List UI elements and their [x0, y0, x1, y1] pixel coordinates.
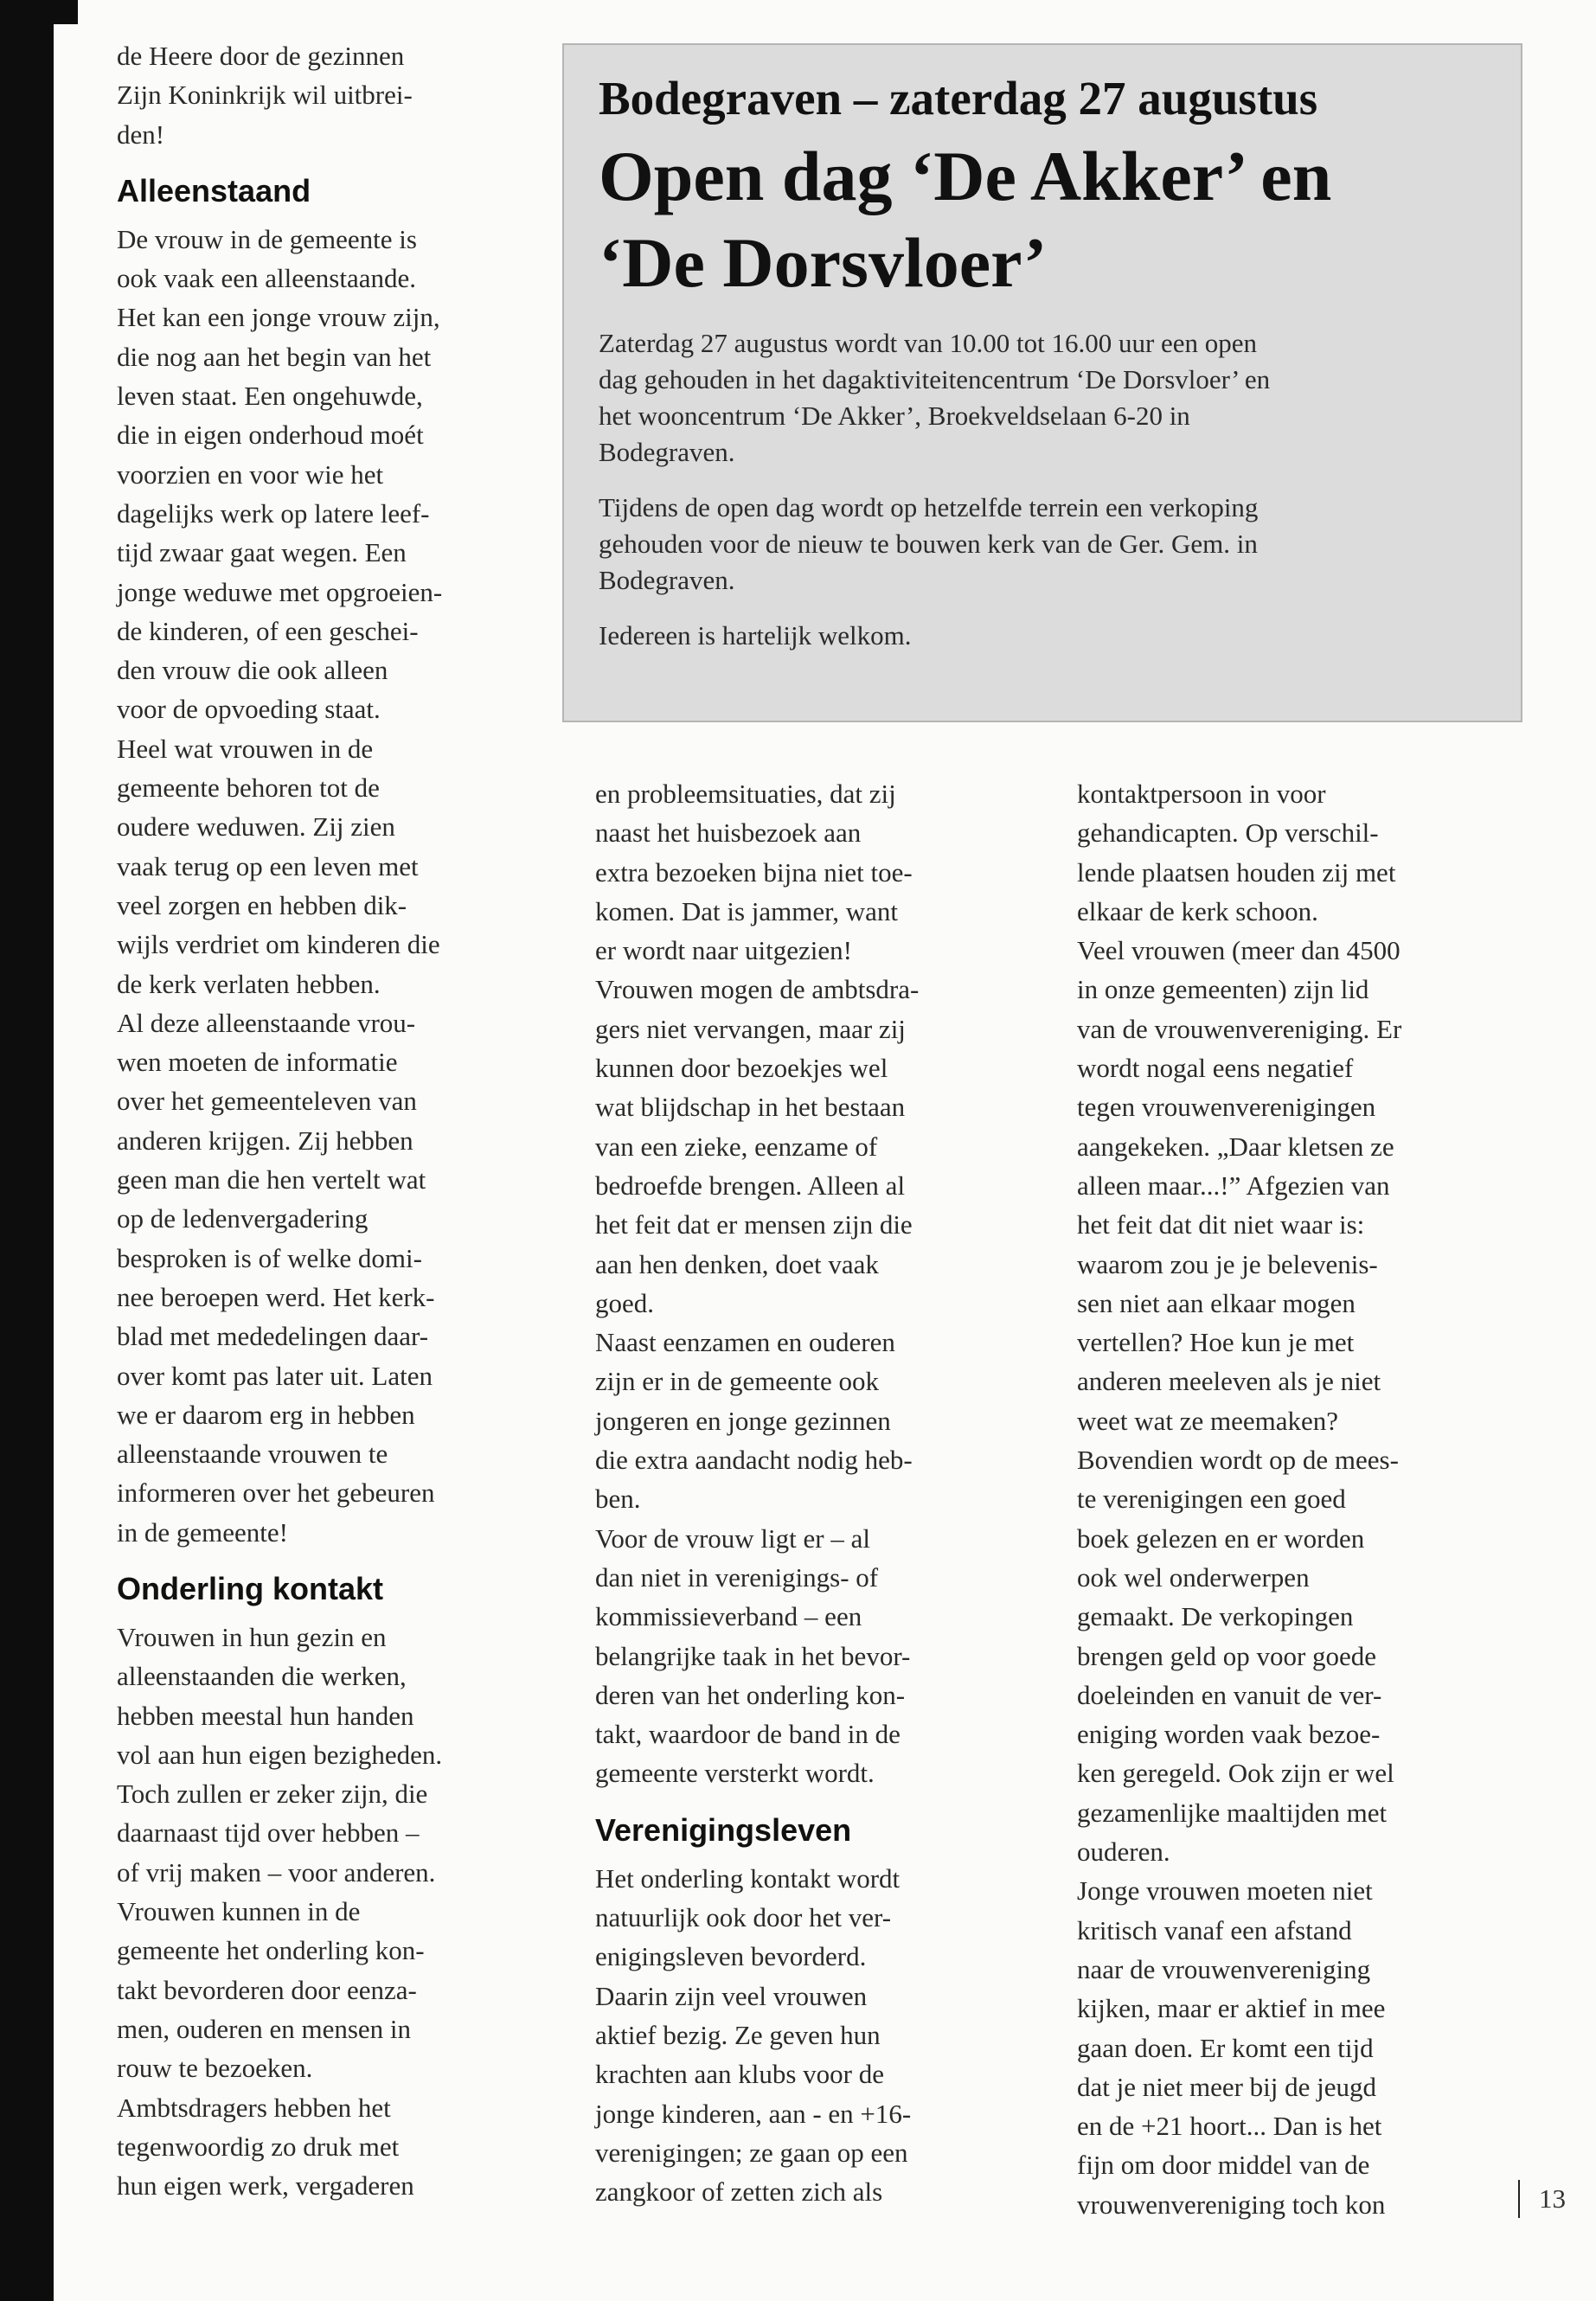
- text-line: doeleinden en vanuit de ver-: [1077, 1679, 1382, 1710]
- text-line: aangekeken. „Daar kletsen ze: [1077, 1131, 1394, 1162]
- text-line: goed.: [595, 1287, 655, 1318]
- announcement-title: [599, 133, 1486, 306]
- text-line: gers niet vervangen, maar zij: [595, 1013, 906, 1044]
- text-line: van een zieke, eenzame of: [595, 1131, 878, 1162]
- text-line: kunnen door bezoekjes wel: [595, 1053, 888, 1084]
- text-line: dag gehouden in het dagaktiviteitencentrum ‘De Dorsvloer’ en: [599, 364, 1271, 394]
- text-line: gemeente versterkt wordt.: [595, 1758, 875, 1789]
- announcement-paragraph: [599, 325, 1486, 471]
- text-line: eniging worden vaak bezoe-: [1077, 1719, 1381, 1750]
- text-line: krachten aan klubs voor de: [595, 2059, 884, 2090]
- text-line: alleenstaanden die werken,: [117, 1661, 407, 1692]
- text-line: bedroefde brengen. Alleen al: [595, 1170, 906, 1201]
- text-line: gaan doen. Er komt een tijd: [1077, 2032, 1374, 2063]
- title-line: ‘De Dorsvloer’: [599, 223, 1048, 302]
- text-line: ook wel onderwerpen: [1077, 1561, 1310, 1593]
- text-line: belangrijke taak in het bevor-: [595, 1640, 911, 1671]
- text-line: we er daarom erg in hebben: [117, 1399, 415, 1430]
- text-line: Het onderling kontakt wordt: [595, 1862, 901, 1894]
- text-line: Het kan een jonge vrouw zijn,: [117, 302, 440, 333]
- text-line: daarnaast tijd over hebben –: [117, 1817, 420, 1849]
- text-line: voor de opvoeding staat.: [117, 694, 381, 725]
- text-line: tegenwoordig zo druk met: [117, 2131, 400, 2162]
- text-line: vaak terug op een leven met: [117, 850, 419, 881]
- text-line: Vrouwen kunnen in de: [117, 1896, 361, 1927]
- text-line: takt, waardoor de band in de: [595, 1719, 901, 1750]
- text-line: Bodegraven.: [599, 565, 735, 595]
- middle-text: [595, 774, 1028, 1793]
- text-line: zangkoor of zetten zich als: [595, 2176, 883, 2208]
- text-line: weet wat ze meemaken?: [1077, 1405, 1339, 1436]
- verenigingsleven-text: [595, 1859, 1028, 2212]
- text-line: leven staat. Een ongehuwde,: [117, 381, 423, 412]
- text-line: deren van het onderling kon-: [595, 1679, 906, 1710]
- text-line: ouderen.: [1077, 1836, 1170, 1868]
- text-line: of vrij maken – voor anderen.: [117, 1856, 436, 1888]
- text-line: Bovendien wordt op de mees-: [1077, 1445, 1399, 1476]
- text-line: men, ouderen en mensen in: [117, 2013, 412, 2044]
- text-line: Naast eenzamen en ouderen: [595, 1327, 895, 1358]
- page-number: 13: [1518, 2180, 1566, 2218]
- text-line: ook vaak een alleenstaande.: [117, 263, 416, 294]
- text-line: kontaktpersoon in voor: [1077, 779, 1326, 809]
- text-line: voorzien en voor wie het: [117, 458, 384, 490]
- text-line: dagelijks werk op latere leef-: [117, 497, 430, 529]
- heading-alleenstaand: Alleenstaand: [117, 172, 311, 208]
- text-line: de kinderen, of een geschei-: [117, 615, 419, 646]
- text-line: de Heere door de gezinnen: [117, 41, 405, 71]
- text-line: alleenstaande vrouwen te: [117, 1439, 388, 1470]
- text-line: Zijn Koninkrijk wil uitbrei-: [117, 80, 413, 111]
- text-line: wordt nogal eens negatief: [1077, 1053, 1354, 1084]
- text-line: vol aan hun eigen bezigheden.: [117, 1739, 443, 1770]
- middle-column: [595, 774, 1028, 2211]
- text-line: het wooncentrum ‘De Akker’, Broekveldselaan 6-20 in: [599, 401, 1190, 431]
- text-line: dat je niet meer bij de jeugd: [1077, 2071, 1377, 2102]
- announcement-paragraph: [599, 490, 1486, 599]
- text-line: jonge weduwe met opgroeien-: [117, 576, 443, 607]
- text-line: komen. Dat is jammer, want: [595, 895, 899, 926]
- text-line: nee beroepen werd. Het kerk-: [117, 1281, 435, 1312]
- text-line: die extra aandacht nodig heb-: [595, 1445, 913, 1476]
- text-line: extra bezoeken bijna niet toe-: [595, 856, 913, 888]
- text-line: elkaar de kerk schoon.: [1077, 895, 1318, 926]
- announcement-paragraph: [599, 618, 1486, 654]
- text-line: Daarin zijn veel vrouwen: [595, 1980, 868, 2011]
- text-line: verenigingen; ze gaan op een: [595, 2137, 908, 2168]
- text-line: van de vrouwenvereniging. Er: [1077, 1013, 1402, 1044]
- text-line: boek gelezen en er worden: [1077, 1522, 1365, 1554]
- text-line: hun eigen werk, vergaderen: [117, 2170, 414, 2202]
- page-edge-shadow-top: [0, 0, 78, 24]
- text-line: en de +21 hoort... Dan is het: [1077, 2111, 1382, 2142]
- text-line: over het gemeenteleven van: [117, 1086, 417, 1117]
- text-line: anderen meeleven als je niet: [1077, 1366, 1381, 1397]
- text-line: Toch zullen er zeker zijn, die: [117, 1779, 428, 1810]
- text-line: natuurlijk ook door het ver-: [595, 1902, 892, 1933]
- text-line: Zaterdag 27 augustus wordt van 10.00 tot 16.00 uur een open: [599, 328, 1258, 358]
- text-line: takt bevorderen door eenza-: [117, 1974, 417, 2005]
- text-line: tijd zwaar gaat wegen. Een: [117, 537, 407, 568]
- text-line: te verenigingen een goed: [1077, 1484, 1346, 1515]
- text-line: sen niet aan elkaar mogen: [1077, 1287, 1356, 1318]
- text-line: Vrouwen mogen de ambtsdra-: [595, 974, 920, 1005]
- text-line: gemaakt. De verkopingen: [1077, 1601, 1354, 1632]
- text-line: wat blijdschap in het bestaan: [595, 1092, 906, 1123]
- text-line: die in eigen onderhoud moét: [117, 420, 424, 451]
- text-line: tegen vrouwenverenigingen: [1077, 1092, 1376, 1123]
- text-line: den!: [117, 119, 165, 150]
- text-line: kritisch vanaf een afstand: [1077, 1914, 1352, 1945]
- text-line: het feit dat dit niet waar is:: [1077, 1209, 1365, 1240]
- text-line: wen moeten de informatie: [117, 1047, 398, 1078]
- text-line: den vrouw die ook alleen: [117, 655, 388, 686]
- text-line: de kerk verlaten hebben.: [117, 968, 381, 999]
- text-line: het feit dat er mensen zijn die: [595, 1209, 913, 1240]
- text-line: veel zorgen en hebben dik-: [117, 889, 407, 920]
- onderling-text: [117, 1618, 541, 2205]
- text-line: oudere weduwen. Zij zien: [117, 811, 395, 843]
- text-line: over komt pas later uit. Laten: [117, 1360, 433, 1391]
- text-line: fijn om door middel van de: [1077, 2150, 1370, 2181]
- text-line: Iedereen is hartelijk welkom.: [599, 620, 912, 651]
- text-line: informeren over het gebeuren: [117, 1477, 435, 1509]
- title-line: Open dag ‘De Akker’ en: [599, 137, 1332, 215]
- announcement-box: [562, 43, 1522, 722]
- text-line: gehouden voor de nieuw te bouwen kerk van de Ger. Gem. in: [599, 529, 1258, 559]
- text-line: gezamenlijke maaltijden met: [1077, 1797, 1388, 1828]
- text-line: Heel wat vrouwen in de: [117, 733, 374, 764]
- intro-text: [117, 36, 541, 154]
- text-line: wijls verdriet om kinderen die: [117, 929, 440, 960]
- text-line: die nog aan het begin van het: [117, 341, 432, 372]
- text-line: De vrouw in de gemeente is: [117, 223, 417, 254]
- text-line: naast het huisbezoek aan: [595, 817, 862, 849]
- text-line: geen man die hen vertelt wat: [117, 1164, 426, 1195]
- text-line: besproken is of welke domi-: [117, 1242, 422, 1273]
- alleenstaand-text: [117, 220, 541, 1552]
- text-line: aktief bezig. Ze geven hun: [595, 2019, 881, 2050]
- text-line: gemeente behoren tot de: [117, 772, 380, 804]
- heading-onderling-kontakt: Onderling kontakt: [117, 1570, 384, 1606]
- announcement-dateline: Bodegraven – zaterdag 27 augustus: [599, 72, 1318, 125]
- text-line: hebben meestal hun handen: [117, 1700, 414, 1731]
- text-line: enigingsleven bevorderd.: [595, 1941, 867, 1972]
- text-line: rouw te bezoeken.: [117, 2053, 313, 2084]
- text-line: kommissieverband – een: [595, 1601, 862, 1632]
- left-column: [117, 36, 541, 2205]
- text-line: jongeren en jonge gezinnen: [595, 1405, 891, 1436]
- text-line: Bodegraven.: [599, 437, 735, 467]
- text-line: dan niet in verenigings- of: [595, 1561, 879, 1593]
- text-line: en probleemsituaties, dat zij: [595, 779, 896, 809]
- text-line: lende plaatsen houden zij met: [1077, 856, 1396, 888]
- text-line: naar de vrouwenvereniging: [1077, 1953, 1371, 1984]
- text-line: ben.: [595, 1484, 641, 1515]
- text-line: kijken, maar er aktief in mee: [1077, 1993, 1386, 2024]
- text-line: anderen krijgen. Zij hebben: [117, 1125, 413, 1156]
- text-line: brengen geld op voor goede: [1077, 1640, 1377, 1671]
- text-line: blad met mededelingen daar-: [117, 1321, 429, 1352]
- text-line: gemeente het onderling kon-: [117, 1935, 425, 1966]
- text-line: er wordt naar uitgezien!: [595, 935, 852, 966]
- text-line: Ambtsdragers hebben het: [117, 2092, 391, 2123]
- text-line: alleen maar...!” Afgezien van: [1077, 1170, 1390, 1201]
- text-line: jonge kinderen, aan - en +16-: [595, 2098, 912, 2129]
- text-line: waarom zou je je belevenis-: [1077, 1248, 1378, 1279]
- text-line: in onze gemeenten) zijn lid: [1077, 974, 1369, 1005]
- text-line: gehandicapten. Op verschil-: [1077, 817, 1379, 849]
- text-line: Al deze alleenstaande vrou-: [117, 1007, 416, 1038]
- text-line: vrouwenvereniging toch kon: [1077, 2189, 1386, 2220]
- heading-verenigingsleven: Verenigingsleven: [595, 1811, 852, 1848]
- text-line: zijn er in de gemeente ook: [595, 1366, 879, 1397]
- text-line: Voor de vrouw ligt er – al: [595, 1522, 870, 1554]
- right-column: [1077, 774, 1509, 2224]
- text-line: op de ledenvergadering: [117, 1203, 369, 1234]
- text-line: vertellen? Hoe kun je met: [1077, 1327, 1355, 1358]
- text-line: aan hen denken, doet vaak: [595, 1248, 879, 1279]
- text-line: Jonge vrouwen moeten niet: [1077, 1875, 1373, 1907]
- text-line: Tijdens de open dag wordt op hetzelfde terrein een verkoping: [599, 492, 1259, 522]
- text-line: Vrouwen in hun gezin en: [117, 1621, 387, 1652]
- text-line: ken geregeld. Ook zijn er wel: [1077, 1758, 1394, 1789]
- text-line: in de gemeente!: [117, 1516, 288, 1548]
- text-line: Veel vrouwen (meer dan 4500: [1077, 935, 1401, 966]
- page-edge-shadow: [0, 0, 54, 2301]
- right-text: [1077, 774, 1509, 2224]
